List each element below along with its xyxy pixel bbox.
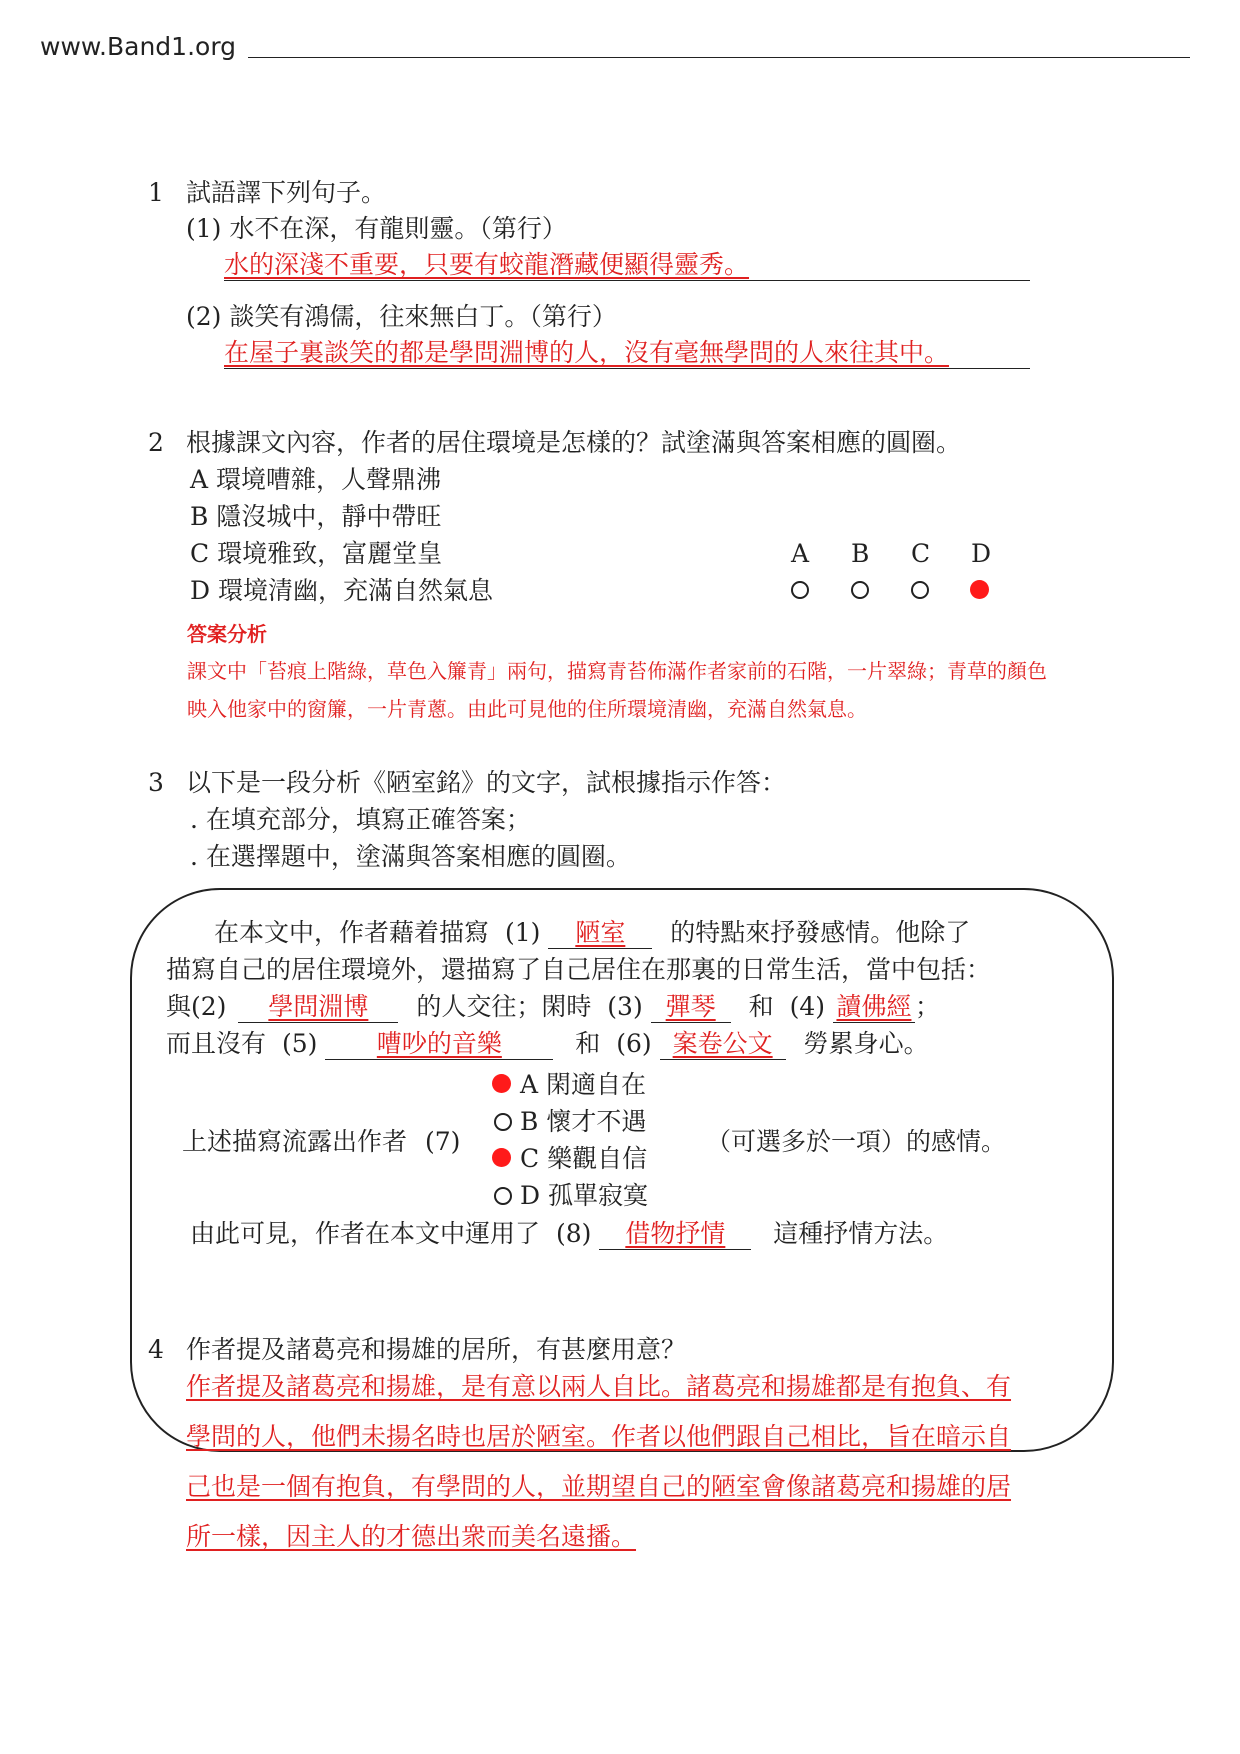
q3-blank8-number: (8)	[555, 1219, 592, 1248]
q3-blank3[interactable]	[651, 992, 731, 1023]
q3-blank6-answer: 案卷公文	[672, 1029, 773, 1058]
q3-q7-bubble-d[interactable]	[494, 1187, 512, 1205]
q3-line4	[166, 1029, 929, 1060]
q3-prompt: 以下是一段分析《陋室銘》的文字，試根據指示作答：	[186, 768, 787, 797]
q3-blank3-number: (3)	[607, 992, 643, 1021]
q2-option-a: A 環境嘈雜，人聲鼎沸	[190, 465, 442, 494]
q3-q7-number: (7)	[424, 1127, 461, 1156]
q3-line3	[166, 992, 940, 1023]
q3-blank6[interactable]	[660, 1029, 786, 1060]
q1-prompt: 試語譯下列句子。	[186, 178, 387, 207]
q3-q7-post: （可選多於一項）的感情。	[706, 1127, 1007, 1156]
q1-item2-answer: 在屋子裏談笑的都是學問淵博的人，沒有毫無學問的人來往其中。	[224, 338, 950, 367]
q4-answer-line3	[186, 1472, 1011, 1502]
q3-q7-pre	[182, 1127, 460, 1157]
q1-number: 1	[148, 178, 164, 207]
q3-q7-option-a: A 閑適自在	[520, 1070, 647, 1099]
q3-line8-post: 這種抒情方法。	[773, 1219, 949, 1248]
q1-item2-question: (2) 談笑有鴻儒，往來無白丁。（第行）	[186, 302, 617, 331]
q3-blank1-number: (1)	[504, 918, 541, 947]
q3-blank1-answer: 陋室	[575, 918, 626, 947]
q3-instruction-2: . 在選擇題中，塗滿與答案相應的圓圈。	[190, 842, 631, 871]
q3-line1	[214, 918, 970, 949]
q3-q7-option-b: B 懷才不遇	[520, 1107, 647, 1136]
q4-number: 4	[148, 1335, 164, 1364]
q3-blank4-number: (4)	[789, 992, 826, 1021]
q4-answer-text1: 作者提及諸葛亮和揚雄，是有意以兩人自比。諸葛亮和揚雄都是有抱負、有	[186, 1372, 1012, 1401]
q3-blank8-answer: 借物抒情	[625, 1219, 726, 1248]
q3-blank2[interactable]	[238, 992, 398, 1023]
q2-analysis-line1: 課文中「苔痕上階綠，草色入簾青」兩句，描寫青苔佈滿作者家前的石階，一片翠綠；青草的顏色	[187, 659, 1047, 683]
q2-bubble-b[interactable]	[851, 581, 869, 599]
q3-number: 3	[148, 768, 164, 797]
q3-blank5-number: (5)	[281, 1029, 318, 1058]
q3-q7-option-c: C 樂觀自信	[520, 1144, 648, 1173]
site-url[interactable]: www.Band1.org	[40, 32, 237, 61]
q3-blank5-answer: 嘈吵的音樂	[376, 1029, 502, 1058]
q2-option-b: B 隱沒城中，靜中帶旺	[190, 502, 442, 531]
q3-line4-pre: 而且沒有	[166, 1029, 267, 1058]
q3-line4-end: 勞累身心。	[803, 1029, 929, 1058]
q3-q7-bubble-c-filled[interactable]	[492, 1148, 511, 1167]
q2-letter-b: B	[851, 539, 870, 568]
q2-bubble-c[interactable]	[911, 581, 929, 599]
q1-item1-answer-line	[224, 250, 1030, 281]
q2-number: 2	[148, 428, 164, 457]
q4-answer-line4	[186, 1522, 636, 1552]
q3-line3-and: 和	[748, 992, 774, 1021]
q2-letter-c: C	[911, 539, 931, 568]
q2-prompt: 根據課文內容，作者的居住環境是怎樣的？試塗滿與答案相應的圓圈。	[186, 428, 962, 457]
q2-letter-a: A	[791, 539, 810, 568]
q2-analysis-line2: 映入他家中的窗簾，一片青蔥。由此可見他的住所環境清幽，充滿自然氣息。	[187, 697, 867, 721]
q2-option-c: C 環境雅致，富麗堂皇	[190, 539, 443, 568]
q3-line4-and: 和	[575, 1029, 601, 1058]
q3-line8-pre: 由此可見，作者在本文中運用了	[190, 1219, 541, 1248]
q3-blank4[interactable]	[833, 992, 915, 1023]
q3-line1-pre: 在本文中，作者藉着描寫	[214, 918, 490, 947]
q4-answer-text2: 學問的人，他們未揚名時也居於陋室。作者以他們跟自己相比，旨在暗示自	[186, 1422, 1012, 1451]
q4-prompt: 作者提及諸葛亮和揚雄的居所，有甚麼用意？	[186, 1335, 687, 1364]
q2-option-d: D 環境清幽，充滿自然氣息	[190, 576, 493, 605]
q3-q7-pre-text: 上述描寫流露出作者	[182, 1127, 408, 1156]
header-rule	[248, 57, 1190, 58]
q3-q7-option-d: D 孤單寂寞	[520, 1181, 648, 1210]
q3-blank2-answer: 學問淵博	[268, 992, 369, 1021]
q3-line3-mid: 的人交往；閑時	[416, 992, 592, 1021]
q1-item1-question: (1) 水不在深，有龍則靈。（第行）	[186, 214, 567, 243]
q3-line1-post: 的特點來抒發感情。他除了	[670, 918, 971, 947]
q3-q7-bubble-b[interactable]	[494, 1113, 512, 1131]
q3-instruction-1: . 在填充部分，填寫正確答案；	[190, 805, 531, 834]
q3-blank8[interactable]	[599, 1219, 751, 1250]
q3-blank3-answer: 彈琴	[665, 992, 716, 1021]
q3-blank4-answer: 讀佛經	[836, 992, 912, 1021]
q3-line3-pre: 與(2)	[166, 992, 227, 1021]
q3-q7-bubble-a-filled[interactable]	[492, 1074, 511, 1093]
q3-line8	[190, 1219, 948, 1250]
q4-answer-text4: 所一樣，因主人的才德出衆而美名遠播。	[186, 1522, 637, 1551]
q3-blank6-number: (6)	[616, 1029, 652, 1058]
q4-answer-text3: 己也是一個有抱負，有學問的人，並期望自己的陋室會像諸葛亮和揚雄的居	[186, 1472, 1012, 1501]
q2-bubble-d-filled[interactable]	[970, 580, 989, 599]
q2-letter-d: D	[971, 539, 992, 568]
q4-answer-line1	[186, 1372, 1011, 1402]
q3-line2: 描寫自己的居住環境外，還描寫了自己居住在那裏的日常生活，當中包括：	[166, 955, 992, 984]
q3-blank5[interactable]	[325, 1029, 553, 1060]
q1-item1-answer: 水的深淺不重要，只要有蛟龍潛藏便顯得靈秀。	[224, 250, 750, 279]
q2-analysis-title: 答案分析	[187, 622, 267, 646]
q3-line3-end: ；	[914, 992, 940, 1021]
q2-bubble-a[interactable]	[791, 581, 809, 599]
q1-item2-answer-line	[224, 338, 1030, 369]
q3-blank1[interactable]	[548, 918, 652, 949]
q4-answer-line2	[186, 1422, 1011, 1452]
